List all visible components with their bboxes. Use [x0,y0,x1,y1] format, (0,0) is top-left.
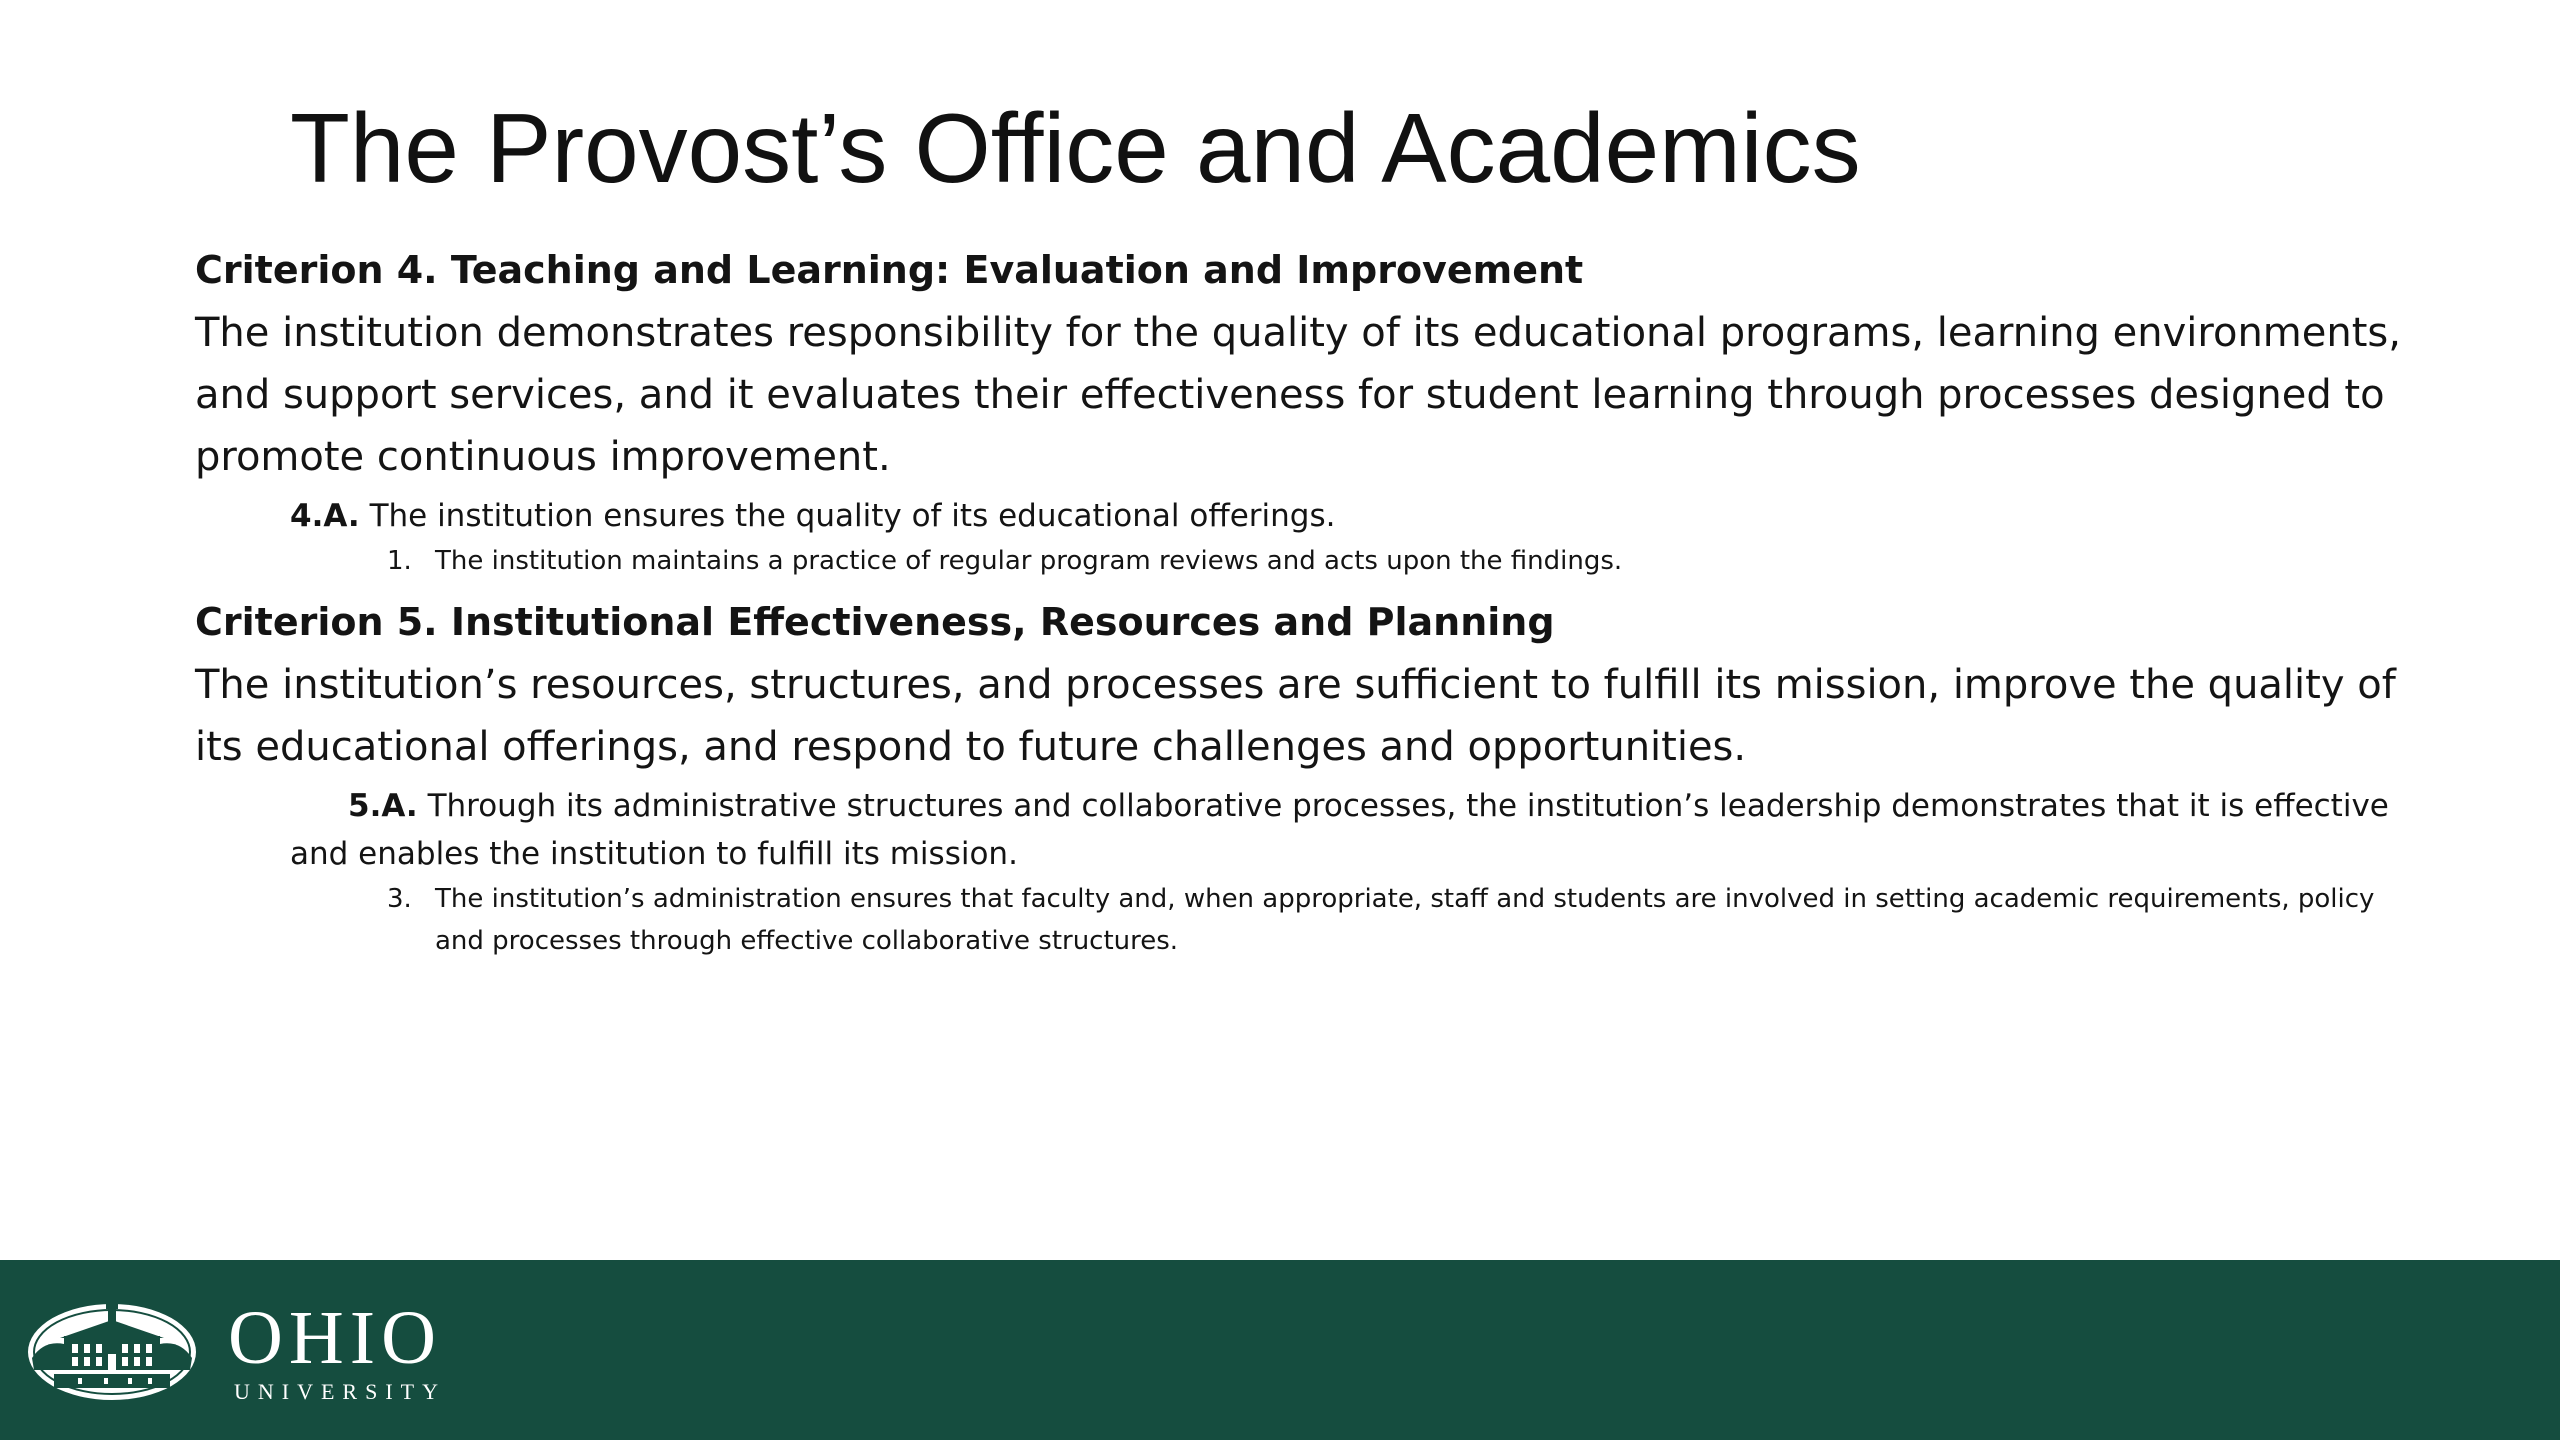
criterion-5-heading: Criterion 5. Institutional Effectiveness, Resources and Planning [195,600,1555,644]
item-number: 1. [387,546,412,576]
slide-title: The Provost’s Office and Academics [290,93,1861,203]
criterion-4a-item [195,540,2435,582]
criterion-5-description: The institution’s resources, structures, and processes are sufficient to fulfill its mission, improve the quality of its educational offerings, and respond to future challenges and opportunities. [195,662,2396,770]
criterion-5a-label: 5.A. [348,788,418,824]
footer-bar [0,1260,2560,1440]
slide-body [195,238,2435,970]
university-wordmark: UNIVERSITY [234,1379,446,1404]
criterion-4a [195,492,2435,540]
item-text: The institution’s administration ensures that faculty and, when appropriate, staff and students are involved in setting academic requirements, policy and processes through effective collaborative structures. [435,884,2375,956]
item-text: The institution maintains a practice of regular program reviews and acts upon the findings. [435,546,1623,576]
criterion-4-description: The institution demonstrates responsibility for the quality of its educational programs, learning environments, and support services, and it evaluates their effectiveness for student learning through processes designed to promote continuous improvement. [195,310,2401,480]
cutler-hall-seal-icon [24,1300,200,1404]
criterion-4a-text: The institution ensures the quality of its educational offerings. [369,498,1336,534]
item-number: 3. [387,884,412,914]
criterion-4-heading: Criterion 4. Teaching and Learning: Evaluation and Improvement [195,248,1584,292]
criterion-4a-label: 4.A. [290,498,360,534]
criterion-5a-text: Through its administrative structures and collaborative processes, the institution’s leadership demonstrates that it is effective and enables the institution to fulfill its mission. [290,788,2389,872]
ohio-wordmark: OHIO [228,1296,442,1380]
criterion-5a [195,782,2435,878]
criterion-5a-item [195,878,2435,962]
